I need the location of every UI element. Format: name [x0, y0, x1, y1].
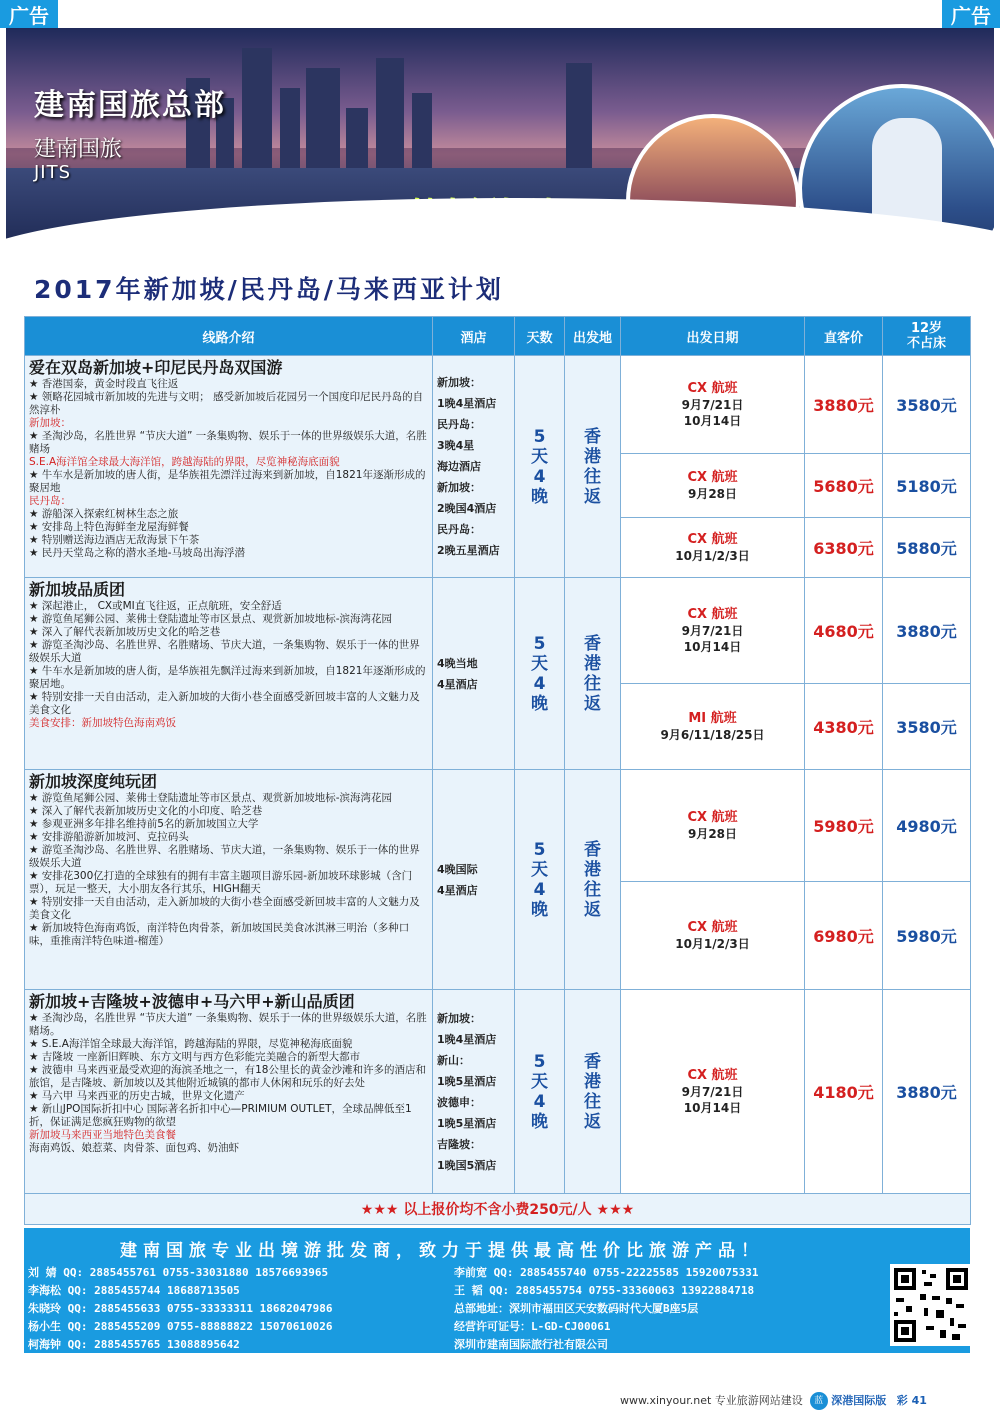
airline-label: MI 航班 [688, 710, 737, 726]
child-price-value: 5980元 [883, 882, 971, 990]
col-price: 直客价 [805, 317, 883, 356]
edition-name: 深港国际版 [831, 1394, 887, 1407]
col-days: 天数 [515, 317, 565, 356]
hotel-line: 1晚5星酒店 [437, 1074, 497, 1088]
origin-value: 香港往返 [584, 839, 601, 920]
route-line: ★ 安排游船游新加坡河、克拉码头 [29, 831, 189, 843]
qr-code-icon[interactable] [890, 1264, 972, 1346]
route-line: ★ 深入了解代表新加坡历史文化的小印度、哈芝巷 [29, 805, 263, 817]
departure-date: 10月14日 [683, 1100, 742, 1115]
hotel-line: 3晚4星 [437, 439, 475, 452]
departure-date: 9月6/11/18/25日 [660, 727, 765, 742]
col-route: 线路介绍 [25, 317, 433, 356]
child-price-value: 3580元 [883, 684, 971, 770]
route-line: ★ 深起港止， CX或MI直飞往返，正点航班，安全舒适 [29, 600, 282, 612]
route-line: 海南鸡饭、娘惹菜、肉骨茶、面包鸡、奶油虾 [29, 1142, 239, 1154]
origin-cell [565, 770, 621, 990]
route-title: 爱在双岛新加坡+印尼民丹岛双国游 [29, 358, 283, 377]
route-line: ★ 安排岛上特色海鲜奎龙屋海鲜餐 [29, 521, 189, 533]
route-line: 民丹岛： [29, 495, 71, 507]
departure-date-cell [621, 684, 805, 770]
price-value: 3880元 [805, 356, 883, 454]
route-line: ★ 游览鱼尾狮公园、莱佛士登陆遗址等市区景点、观赏新加坡地标-滨海湾花园 [29, 613, 393, 625]
hotel-cell [433, 356, 515, 578]
hotel-line: 4星酒店 [437, 883, 478, 897]
departure-date-cell [621, 356, 805, 454]
hotel-line: 4晚国际 [437, 862, 478, 876]
route-line: 新加坡马来西亚当地特色美食餐 [29, 1129, 176, 1141]
hotel-line: 新加坡： [437, 376, 481, 389]
route-line: ★ 游船深入探索红树林生态之旅 [29, 508, 179, 520]
contact-line: 杨小生 QQ: 2885455209 0755-88888822 15070610026 [28, 1320, 333, 1333]
airline-label: CX 航班 [687, 380, 738, 396]
hotel-line: 民丹岛： [437, 418, 481, 431]
route-line: ★ 牛车水是新加坡的唐人街，是华族祖先飘洋过海来到新加坡，自1821年逐渐形成的聚居地。 [29, 665, 426, 690]
route-line: ★ 领略花园城市新加坡的先进与文明； 感受新加坡后花园另一个国度印尼民丹岛的自然淳朴 [29, 391, 424, 416]
price-value: 4380元 [805, 684, 883, 770]
hotel-line: 1晚国5酒店 [437, 1158, 497, 1172]
brand-title: 建南国旅总部 [34, 88, 226, 123]
origin-value: 香港往返 [584, 1051, 601, 1132]
route-line: ★ 游览鱼尾狮公园、莱佛士登陆遗址等市区景点、观赏新加坡地标-滨海湾花园 [29, 792, 393, 804]
route-line: ★ 安排花300亿打造的全球独有的拥有丰富主题项目游乐园-新加坡环球影城（含门票），玩足一整天，大小朋友各行其乐，HIGH翻天 [29, 870, 413, 895]
price-value: 4180元 [805, 990, 883, 1194]
route-line: ★ 新山JPO国际折扣中心 国际著名折扣中心—PRIMIUM OUTLET，全球品牌低至1折，保证满足您疯狂购物的欲望 [29, 1103, 412, 1128]
contact-line: 李海松 QQ: 2885455744 18688713505 [28, 1284, 240, 1297]
route-description [25, 990, 433, 1194]
departure-date-cell [621, 454, 805, 518]
departure-date: 9月28日 [687, 826, 738, 841]
route-line: ★ 特别安排一天自由活动，走入新加坡的大街小巷全面感受新回坡丰富的人文魅力及美食文化 [29, 691, 420, 716]
origin-value: 香港往返 [584, 633, 601, 714]
hotel-line: 波德申： [437, 1095, 481, 1109]
address-line: 总部地址：深圳市福田区天安数码时代大厦B座5层 [454, 1302, 699, 1315]
departure-date: 10月14日 [683, 413, 742, 428]
hotel-cell [433, 578, 515, 770]
hotel-line: 新加坡： [437, 481, 481, 494]
contact-line: 刘 婧 QQ: 2885455761 0755-33031880 18576693965 [28, 1266, 329, 1279]
hotel-line: 民丹岛： [437, 523, 481, 536]
child-price-value: 3880元 [883, 990, 971, 1194]
hotel-line: 4星酒店 [437, 677, 478, 691]
child-price-value: 4980元 [883, 770, 971, 882]
route-line: ★ 民丹天堂岛之称的潜水圣地-马坡岛出海浮潜 [29, 547, 246, 559]
brand-subtitle: 建南国旅 [34, 137, 123, 162]
price-value: 5680元 [805, 454, 883, 518]
child-price-value: 3580元 [883, 356, 971, 454]
hotel-line: 吉隆坡： [437, 1137, 481, 1151]
departure-date: 9月7/21日 [681, 1084, 744, 1099]
col-hotel: 酒店 [433, 317, 515, 356]
days-value: 5天4晚 [531, 1051, 548, 1132]
site-link[interactable]: www.xinyour.net 专业旅游网站建设 [620, 1394, 803, 1407]
route-line: ★ 香港国泰，黄金时段直飞往返 [29, 378, 179, 390]
hotel-line: 1晚4星酒店 [437, 1032, 497, 1046]
contact-line: 柯海钟 QQ: 2885455765 13088895642 [28, 1338, 240, 1351]
table-row [25, 770, 971, 882]
hotel-line: 海边酒店 [437, 460, 481, 473]
contact-line: 朱晓玲 QQ: 2885455633 0755-33333311 18682047986 [28, 1302, 333, 1315]
table-row [25, 356, 971, 454]
license-line: 经营许可证号：L-GD-CJ00061 [454, 1320, 611, 1333]
days-value: 5天4晚 [531, 839, 548, 920]
child-price-value: 5880元 [883, 518, 971, 578]
departure-date-cell [621, 518, 805, 578]
child-price-value: 3880元 [883, 578, 971, 684]
route-description [25, 578, 433, 770]
price-value: 6380元 [805, 518, 883, 578]
departure-date: 9月7/21日 [681, 623, 744, 638]
contact-line: 王 韬 QQ: 2885455754 0755-33360063 13922884718 [454, 1284, 755, 1297]
airline-label: CX 航班 [687, 469, 738, 485]
ad-label-right: 广告 [942, 0, 1000, 28]
company-line: 深圳市建南国际旅行社有限公司 [454, 1338, 608, 1351]
days-cell [515, 578, 565, 770]
table-row [25, 578, 971, 684]
airline-label: CX 航班 [687, 1067, 738, 1083]
hotel-line: 2晚国4酒店 [437, 502, 497, 515]
hotel-line: 新山： [437, 1053, 470, 1067]
route-line: 美食安排：新加坡特色海南鸡饭 [29, 717, 176, 729]
contact-line: 李前宽 QQ: 2885455740 0755-22225585 15920075331 [454, 1266, 759, 1279]
route-line: ★ 特别安排一天自由活动，走入新加坡的大街小巷全面感受新回坡丰富的人文魅力及美食文化 [29, 896, 420, 921]
col-origin: 出发地 [565, 317, 621, 356]
departure-date-cell [621, 770, 805, 882]
airline-label: CX 航班 [687, 606, 738, 622]
departure-date-cell [621, 882, 805, 990]
departure-date: 10月1/2/3日 [675, 548, 750, 563]
origin-cell [565, 356, 621, 578]
price-value: 4680元 [805, 578, 883, 684]
route-line: ★ 游览圣淘沙岛、名胜世界、名胜赌场、节庆大道，一条集购物、娱乐于一体的世界级娱乐大道 [29, 844, 420, 869]
departure-date: 9月7/21日 [681, 397, 744, 412]
route-description [25, 356, 433, 578]
route-line: ★ 波德申 马来西亚最受欢迎的海滨圣地之一，有18公里长的黄金沙滩和许多的酒店和旅馆，是吉隆坡、新加坡以及其他附近城镇的都市人休闲和玩乐的好去处 [29, 1064, 426, 1089]
hotel-line: 4晚当地 [437, 656, 478, 670]
origin-value: 香港往返 [584, 426, 601, 507]
days-cell [515, 356, 565, 578]
days-cell [515, 770, 565, 990]
route-description [25, 770, 433, 990]
col-date: 出发日期 [621, 317, 805, 356]
footer [24, 1228, 970, 1353]
child-price-value: 5180元 [883, 454, 971, 518]
departure-date: 10月1/2/3日 [675, 936, 750, 951]
hotel-cell [433, 770, 515, 990]
route-line: ★ 圣淘沙岛，名胜世界 “节庆大道” 一条集购物、娱乐于一体的世界级娱乐大道，名胜赌场。 [29, 1012, 427, 1037]
footer-slogan: 建南国旅专业出境游批发商，致力于提供最高性价比旅游产品！ [120, 1241, 764, 1261]
table-row [25, 990, 971, 1194]
hotel-cell [433, 990, 515, 1194]
airline-label: CX 航班 [687, 919, 738, 935]
route-line: 新加坡： [29, 417, 71, 429]
route-line: ★ 马六甲 马来西亚的历史古城，世界文化遗产 [29, 1090, 245, 1102]
days-cell [515, 990, 565, 1194]
days-value: 5天4晚 [531, 426, 548, 507]
route-line: ★ 新加坡特色海南鸡饭，南洋特色肉骨茶，新加坡国民美食冰淇淋三明治（多种口味，重推南洋特色味道-榴莲） [29, 922, 410, 947]
page-number: 彩 41 [896, 1394, 927, 1407]
route-title: 新加坡+吉隆坡+波德申+马六甲+新山品质团 [29, 992, 355, 1011]
route-line: S.E.A海洋馆全球最大海洋馆，跨越海陆的界限，尽览神秘海底面貌 [29, 456, 340, 468]
brand-en: JITS [34, 162, 72, 183]
route-line: ★ S.E.A海洋馆全球最大海洋馆，跨越海陆的界限，尽览神秘海底面貌 [29, 1038, 353, 1050]
route-line: ★ 吉隆坡 一座新旧辉映、东方文明与西方色彩能完美融合的新型大都市 [29, 1051, 361, 1063]
route-line: ★ 参观亚洲多年排名维持前5名的新加坡国立大学 [29, 818, 259, 830]
departure-date-cell [621, 578, 805, 684]
departure-date-cell [621, 990, 805, 1194]
itinerary-table [24, 316, 971, 1225]
hotel-line: 2晚五星酒店 [437, 544, 500, 557]
price-value: 5980元 [805, 770, 883, 882]
route-line: ★ 特别赠送海边酒店无敌海景下午茶 [29, 534, 200, 546]
table-header-row [25, 317, 971, 356]
origin-cell [565, 990, 621, 1194]
route-line: ★ 圣淘沙岛，名胜世界 “节庆大道” 一条集购物、娱乐于一体的世界级娱乐大道，名胜赌场 [29, 430, 427, 455]
route-title: 新加坡深度纯玩团 [29, 772, 158, 791]
departure-date: 9月28日 [687, 486, 738, 501]
route-title: 新加坡品质团 [29, 580, 126, 599]
route-line: ★ 深入了解代表新加坡历史文化的哈芝巷 [29, 626, 221, 638]
hotel-line: 1晚4星酒店 [437, 397, 497, 410]
hotel-line: 1晚5星酒店 [437, 1116, 497, 1130]
page-title: 2017年新加坡/民丹岛/马来西亚计划 [34, 275, 504, 304]
airline-label: CX 航班 [687, 531, 738, 547]
departure-date: 10月14日 [683, 639, 742, 654]
price-value: 6980元 [805, 882, 883, 990]
price-note: ★★★ 以上报价均不含小费250元/人 ★★★ [25, 1194, 971, 1225]
route-line: ★ 游览圣淘沙岛、名胜世界、名胜赌场、节庆大道，一条集购物、娱乐于一体的世界级娱乐大道 [29, 639, 420, 664]
edition-badge-icon: 蓝 [810, 1392, 828, 1410]
contacts-left [28, 1264, 333, 1354]
bottom-bar [620, 1392, 1000, 1414]
ad-label-left: 广告 [0, 0, 58, 28]
hotel-line: 新加坡： [437, 1011, 481, 1025]
days-value: 5天4晚 [531, 633, 548, 714]
hero-banner [6, 28, 994, 258]
contacts-right [454, 1264, 759, 1354]
airline-label: CX 航班 [687, 809, 738, 825]
route-line: ★ 牛车水是新加坡的唐人街，是华族祖先漂洋过海来到新加坡，自1821年逐渐形成的聚居地 [29, 469, 426, 494]
price-note-row [25, 1194, 971, 1225]
origin-cell [565, 578, 621, 770]
col-child: 12岁 不占床 [883, 317, 971, 356]
